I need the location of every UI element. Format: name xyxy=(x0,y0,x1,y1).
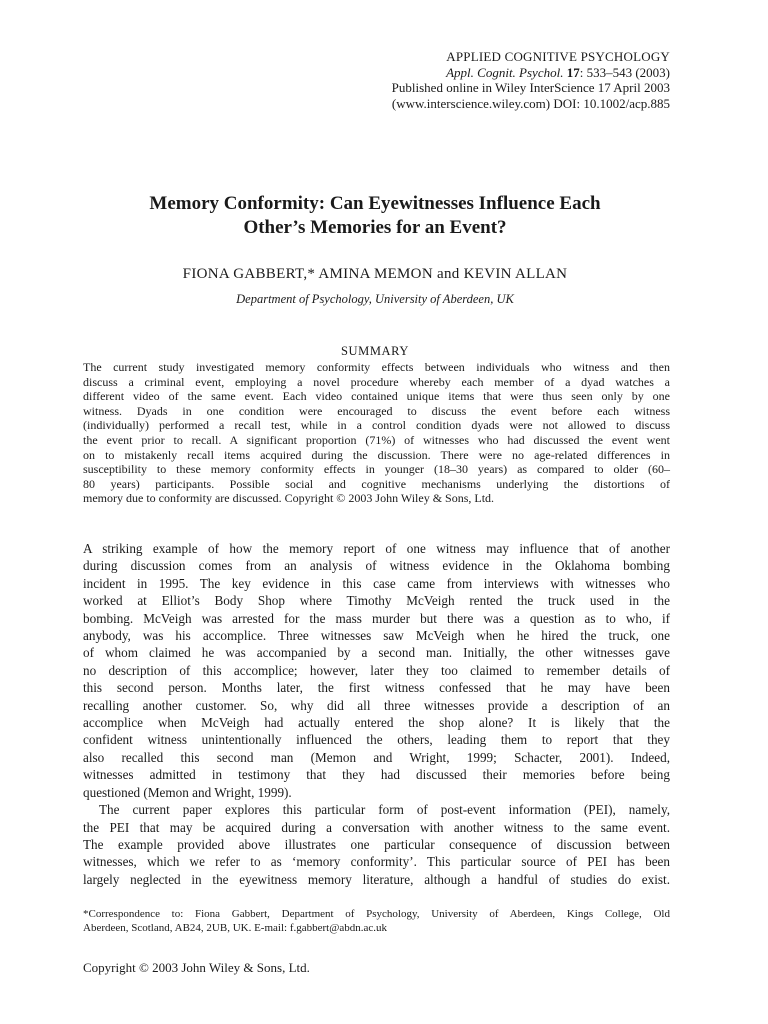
paragraph-2 xyxy=(83,801,670,888)
body-line: The example provided above illustrates one particular consequence of discussion between xyxy=(83,836,670,852)
body-line: witnesses, which we refer to as ‘memory conformity’. This particular source of PEI has been xyxy=(83,854,670,870)
abstract-line: memory due to conformity are discussed. Copyright © 2003 John Wiley & Sons, Ltd. xyxy=(83,491,495,506)
doi-line: (www.interscience.wiley.com) DOI: 10.1002/acp.885 xyxy=(391,95,670,111)
body-line: questioned (Memon and Wright, 1999). xyxy=(83,784,292,800)
body-line: witnesses admitted in testimony that they had discussed their memories before being xyxy=(83,767,670,783)
abstract-line: The current study investigated memory conformity effects between individuals who witness and then xyxy=(83,360,670,374)
footnote-line: Aberdeen, Scotland, AB24, 2UB, UK. E-mail: f.gabbert@abdn.ac.uk xyxy=(83,922,388,934)
body-line: no description of this accomplice; however, later they too claimed to remember details of xyxy=(83,662,670,678)
body-line: of whom claimed he was accompanied by a second man. Initially, the other witnesses gave xyxy=(83,645,670,661)
abstract xyxy=(83,360,670,506)
body-line: A striking example of how the memory report of one witness may influence that of another xyxy=(83,541,670,556)
body-line: the PEI that may be acquired during a conversation with another witness to the same event. xyxy=(83,819,670,835)
body-line: The current paper explores this particular form of post-event information (PEI), namely, xyxy=(99,802,670,818)
body-line: largely neglected in the eyewitness memory literature, although a handful of studies do exist. xyxy=(83,871,670,887)
body-line: incident in 1995. The key evidence in this case came from interviews with witnesses who xyxy=(83,575,670,591)
affiliation: Department of Psychology, University of Aberdeen, UK xyxy=(236,292,514,306)
body-line: bombing. McVeigh was arrested for the mass murder but there was a question as to who, if xyxy=(83,610,670,626)
body-line: anybody, was his accomplice. Three witnesses saw McVeigh when he hired the truck, one xyxy=(83,628,670,644)
paragraph-1 xyxy=(83,540,670,801)
abstract-line: on to mistakenly recall items acquired during the discussion. There were no age-related differences in xyxy=(83,447,670,462)
abstract-line: (individually) performed a recall test, while in a control condition dyads were not allowed to discuss xyxy=(83,418,670,433)
body-line: also recalled this second man (Memon and Wright, 1999; Schacter, 2001). Indeed, xyxy=(83,749,670,765)
abstract-line: 80 years) participants. Possible social and cognitive mechanisms underlying the distortions of xyxy=(83,476,670,491)
body-line: confident witness unintentionally influenced the others, leading them to report that they xyxy=(83,732,670,748)
footnote-line: *Correspondence to: Fiona Gabbert, Department of Psychology, University of Aberdeen, Kings College, Old xyxy=(83,908,670,920)
copyright-footer: Copyright © 2003 John Wiley & Sons, Ltd. xyxy=(83,960,310,975)
body-line: worked at Elliot’s Body Shop where Timothy McVeigh rented the truck used in the xyxy=(83,593,670,609)
abstract-line: different video of the same event. Each video contained unique items that were thus seen only by one xyxy=(83,389,670,404)
summary-heading: SUMMARY xyxy=(340,344,410,358)
journal-name: APPLIED COGNITIVE PSYCHOLOGY xyxy=(446,49,670,64)
authors: FIONA GABBERT,* AMINA MEMON and KEVIN ALLAN xyxy=(182,266,568,282)
paper-title xyxy=(60,192,690,240)
citation-abbrev: Appl. Cognit. Psychol. xyxy=(446,64,564,80)
citation-pages: : 533–543 (2003) xyxy=(579,64,670,80)
published-line: Published online in Wiley InterScience 17 April 2003 xyxy=(391,80,670,95)
title-line: Memory Conformity: Can Eyewitnesses Influence Each xyxy=(149,193,601,214)
body-line: during discussion comes from an analysis of witness evidence in the Oklahoma bombing xyxy=(83,558,670,574)
abstract-line: discuss a criminal event, employing a novel procedure whereby each member of a dyad watches a xyxy=(83,374,670,389)
body-line: recalling another customer. So, why did all three witnesses provide a description of an xyxy=(83,697,670,713)
journal-citation xyxy=(250,65,670,81)
body-text xyxy=(83,540,670,888)
abstract-line: the event prior to recall. A significant proportion (71%) of witnesses who had discussed the event went xyxy=(83,432,670,447)
abstract-line: susceptibility to these memory conformity effects in younger (18–30 years) as compared to older (60– xyxy=(83,462,670,477)
journal-header xyxy=(250,49,670,111)
citation-volume: 17 xyxy=(566,64,580,80)
body-line: accomplice when McVeigh had actually entered the shop alone? It is likely that the xyxy=(83,715,670,731)
title-line: Other’s Memories for an Event? xyxy=(243,217,507,238)
body-line: this second person. Months later, the first witness confessed that he may have been xyxy=(83,680,670,696)
correspondence-footnote xyxy=(83,907,670,935)
abstract-line: witness. Dyads in one condition were encouraged to discuss the event before each witness xyxy=(83,403,670,418)
